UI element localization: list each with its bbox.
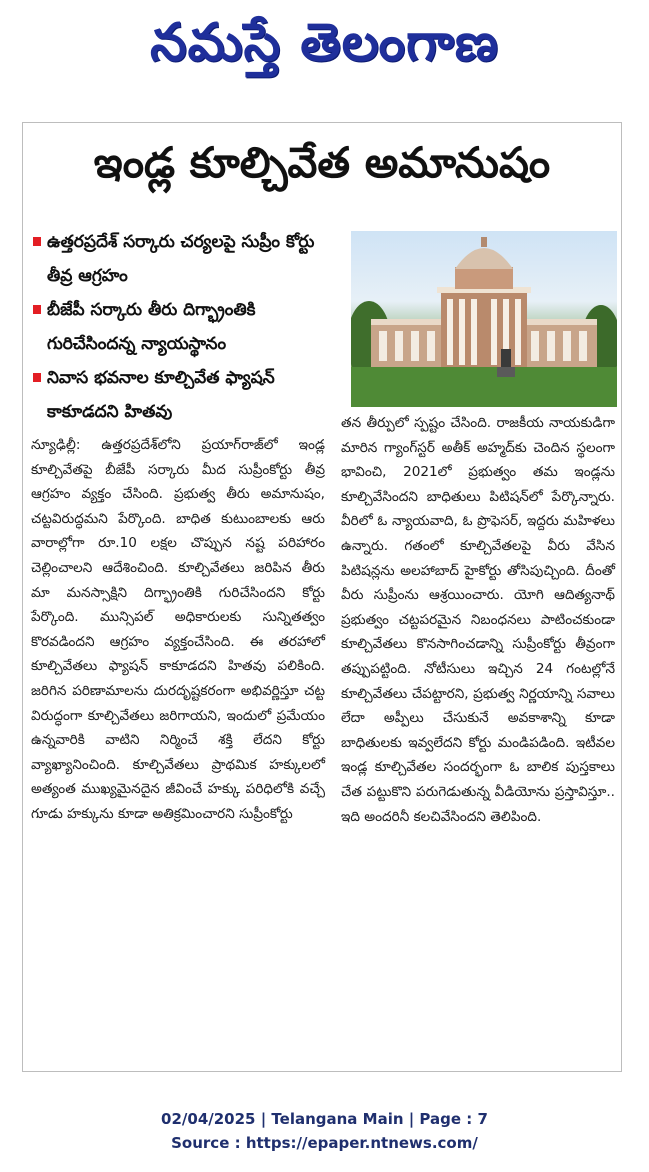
highlight-item — [31, 293, 343, 361]
article-clipping — [22, 122, 622, 1072]
red-square-bullet-icon — [33, 237, 41, 246]
article-body-left-column: న్యూఢిల్లీ: ఉత్తరప్రదేశ్‌లోని ప్రయాగ్‌రాజ్‌లో ఇండ్ల కూల్చివేతపై బీజేపీ సర్కారు మీద సుప్రీంకోర్టు తీవ్ర ఆగ్రహం వ్యక్తం చేసింది. ప్రభుత్వ తీరు అమానుషం, చట్టవిరుద్ధమని పేర్కొంది. బాధిత కుటుంబాలకు ఆరు వారాల్లోగా రూ.10 లక్షల చొప్పున నష్ట పరిహారం చెల్లించాలని ఆదేశించింది. కూల్చివేతలు జరిపిన తీరు మా మనస్సాక్షిని దిగ్భ్రాంతికి గురిచేసిందని కోర్టు పేర్కొంది. మున్సిపల్ అధికారులకు సున్నితత్వం కొరవడిందని ఆగ్రహం వ్యక్తంచేసింది. ఈ తరహాలో కూల్చివేతలు ఫ్యాషన్ కాకూడదని హితవు పలికింది. జరిగిన పరిణామాలను దురదృష్టకరంగా అభివర్ణిస్తూ చట్ట విరుద్ధంగా కూల్చివేతలు జరిగాయని, ఇందులో ప్రమేయం ఉన్నవారికి వాటిని నిర్మించే శక్తి లేదని కోర్టు వ్యాఖ్యానించింది. కూల్చివేతలు ప్రాథమిక హక్కులలో అత్యంత ముఖ్యమైనదైన జీవించే హక్కు పరిధిలోకి వచ్చే గూడు హక్కును కూడా అతిక్రమించారని సుప్రీంకోర్టు — [31, 437, 325, 822]
highlight-item — [31, 225, 343, 293]
highlight-text: ఉత్తరప్రదేశ్ సర్కారు చర్యలపై సుప్రీం కోర్టు తీవ్ర ఆగ్రహం — [47, 232, 315, 286]
red-square-bullet-icon — [33, 373, 41, 382]
footer-date-edition: 02/04/2025 | Telangana Main | Page : 7 — [161, 1110, 488, 1128]
masthead-logo: నమస్తే తెలంగాణ — [150, 13, 499, 73]
highlight-text: బీజేపీ సర్కారు తీరు దిగ్భ్రాంతికి గురిచేసిందన్న న్యాయస్థానం — [47, 300, 256, 354]
supreme-court-building-illustration — [351, 231, 617, 407]
footer-source-link[interactable]: Source : https://epaper.ntnews.com/ — [171, 1134, 478, 1152]
highlights-list — [31, 225, 343, 429]
article-headline: ఇండ్ల కూల్చివేత అమానుషం — [93, 138, 551, 187]
red-square-bullet-icon — [33, 305, 41, 314]
supreme-court-photo — [351, 231, 617, 407]
highlight-item — [31, 361, 343, 429]
article-body-right-column: తన తీర్పులో స్పష్టం చేసింది. రాజకీయ నాయకుడిగా మారిన గ్యాంగ్‌స్టర్ అతీక్ అహ్మద్‌కు చెందిన స్థలంగా భావించి, 2021లో ప్రభుత్వం తమ ఇండ్లను కూల్చివేసిందని బాధితులు పిటిషన్‌లో పేర్కొన్నారు. వీరిలో ఓ న్యాయవాది, ఓ ప్రొఫెసర్, ఇద్దరు మహిళలు ఉన్నారు. గతంలో కూల్చివేతలపై వీరు వేసిన పిటిషన్లను అలహాబాద్ హైకోర్టు తోసిపుచ్చింది. దీంతో వీరు సుప్రీంను ఆశ్రయించారు. యోగి ఆదిత్యనాథ్ ప్రభుత్వం చట్టపరమైన నిబంధనలు పాటించకుండా కూల్చివేతలు కొనసాగించడాన్ని సుప్రీంకోర్టు తీవ్రంగా తప్పుపట్టింది. నోటీసులు ఇచ్చిన 24 గంటల్లోనే కూల్చివేతలు చేపట్టారని, ప్రభుత్వ నిర్ణయాన్ని సవాలు లేదా అప్పీలు చేసుకునే అవకాశాన్ని కూడా బాధితులకు ఇవ్వలేదని కోర్టు మండిపడింది. ఇటీవల ఇండ్ల కూల్చివేతల సందర్భంగా ఓ బాలిక పుస్తకాలు చేత పట్టుకొని పరుగెడుతున్న వీడియోను ప్రస్తావిస్తూ.. ఇది అందరినీ కలచివేసిందని తెలిపింది. — [341, 415, 615, 825]
highlight-text: నివాస భవనాల కూల్చివేత ఫ్యాషన్ కాకూడదని హితవు — [47, 368, 275, 422]
